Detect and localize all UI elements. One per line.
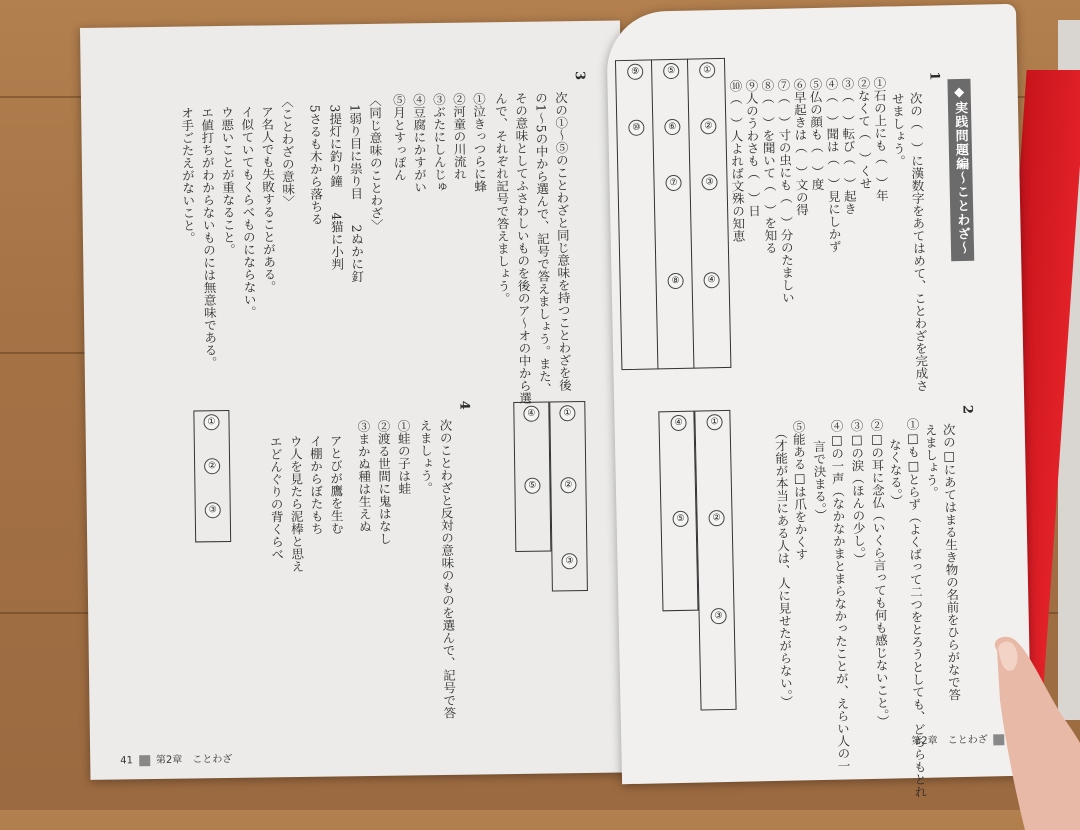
box-label: ④ [523,406,539,422]
box-label: ② [700,118,716,134]
chapter-label: 第2章 ことわざ [155,753,233,767]
answer-box-q2-b[interactable] [694,410,736,711]
box-label: ③ [701,174,717,190]
q2-line-1: 次の□にあてはまる生き物の名前をひらがなで答 [941,423,962,701]
q3-meaning-header: 〈ことわざの意味〉 [279,95,296,208]
q1-item-7: ⑦（ ）寸の虫にも（ ）分のたましい [775,78,796,304]
left-page [80,20,630,779]
box-label: ③ [710,608,726,624]
box-label: ⑧ [667,273,683,289]
q4-item-2: ②渡る世間に鬼はなし [375,419,393,545]
q2-item-1: ①□も□とらず（よくばって二つをとろうとしても、どちらもとれ [904,417,928,799]
q2-item-2: ②□の耳に念仏（いくら言っても何も感じないこと。） [868,418,891,728]
box-label: ③ [205,502,221,518]
q2-item-5-note: （才能が本当にある人は、人に見せたがらない。） [773,426,794,709]
section-title: ◆実践問題編〜ことわざ〜 [947,79,974,261]
q3-item-5: ⑤月とすっぽん [391,93,408,182]
box-label: ⑤ [663,63,679,79]
box-label: ⑦ [665,175,681,191]
q1-item-10: ⑩（ ）人よれば文殊の知恵 [727,79,747,243]
chapter-label: 第2章 ことわざ [911,734,988,748]
q3-line-4: んで、それぞれ記号で答えましょう。 [493,92,512,305]
box-label: ② [708,510,724,526]
box-label: ⑤ [524,478,540,494]
q4-item-1: ①蛙の子は蛙 [395,419,412,495]
q3-same-1: 1弱り目に祟り目 2ぬかに釘 [347,104,365,283]
q2-item-4: ④□の一声（なかなかまとまらなかったことが、えらい人の一 [828,419,852,773]
box-label: ⑩ [628,120,644,136]
q3-same-header: 〈同じ意味のことわざ〉 [367,93,385,232]
q1-item-6: ⑥早起きは（ ）文の得 [791,78,810,216]
page-number: 41 [120,755,134,767]
q1-item-9: ⑨人のうわさも（ ）日 [743,79,762,217]
q2-line-2: えましょう。 [923,423,940,499]
q3-meaning-e: エ値打ちがわからないものには無意味である。 [199,106,219,369]
q2-item-4-cont: 言で決まる。） [811,439,829,522]
hand-thumb [985,630,1080,830]
box-label: ③ [561,553,577,569]
box-label: ④ [670,415,686,431]
q3-line-1: 次の①〜⑤のことわざと同じ意味を持つことわざを後 [553,91,573,392]
q2-item-3: ③□の涙（ほんの少し。） [848,419,867,566]
q1-item-2: ②なくて（ ）くせ [855,76,874,190]
box-label: ⑨ [627,64,643,80]
box-label: ① [559,405,575,421]
q3-line-2: の1〜5の中から選んで、記号で答えましょう。また、 [533,91,553,396]
q4-choice-a: アとびが鷹を生む [328,434,345,535]
box-label: ① [706,414,722,430]
q1-item-3: ③（ ）転び（ ）起き [839,77,858,215]
q4-choice-i: イ棚からぼたもち [308,434,325,535]
q3-meaning-o: オ手ごたえがないこと。 [179,106,197,245]
q3-item-4: ④豆腐にかすがい [411,93,428,194]
q1-line-2: せましょう。 [890,92,907,168]
q3-meaning-i: イ似ていてもくらべものにならない。 [239,105,258,319]
q1-line-1: 次の（ ）に漢数字をあてはめて、ことわざを完成さ [908,91,930,393]
box-label: ② [204,458,220,474]
q4-item-3: ③まかぬ種は生えぬ [355,419,373,533]
q3-item-1: ①泣きっつらに蜂 [471,92,488,193]
q3-meaning-u: ウ悪いことが重なること。 [219,105,237,257]
box-label: ⑥ [664,119,680,135]
q3-item-3: ③ぶたにしんじゅ [431,92,448,194]
q2-item-5: ⑤能ある□は爪をかくす [790,420,809,561]
q3-item-2: ②河童の川流れ [451,92,468,181]
q3-number: 3 [571,70,587,81]
q4-line-1: 次のことわざと反対の意味のものを選んで、記号で答 [437,418,458,720]
q3-same-2: 3提灯に釣り鐘 4猫に小判 [327,104,345,271]
box-label: ④ [703,272,719,288]
q3-line-3: その意味としてふさわしいものを後のア〜オの中から選 [513,91,533,405]
q4-number: 4 [456,400,472,410]
q3-same-3: 5さるも木から落ちる [307,104,325,226]
q1-number: 1 [926,71,942,81]
q4-line-2: えましょう。 [417,419,434,495]
box-label: ① [699,62,715,78]
q1-item-5: ⑤仏の顔も（ ）度 [807,77,826,191]
q1-item-4: ④（ ）聞は（ ）見にしかず [823,77,843,253]
q4-choice-u: ウ人を見たら泥棒と思え [288,434,305,573]
q2-item-1-cont: なくなる。） [887,438,904,508]
q3-meaning-a: ア名人でも失敗することがある。 [259,105,278,293]
q4-choice-e: エどんぐりの背くらべ [268,435,285,561]
right-page [606,4,1032,799]
box-label: ② [560,477,576,493]
box-label: ① [203,414,219,430]
q1-item-8: ⑧（ ）を聞いて（ ）を知る [759,78,779,255]
q2-number: 2 [959,404,975,415]
box-label: ⑤ [672,511,688,527]
q1-item-1: ①石の上にも（ ）年 [871,76,890,202]
left-footer [120,750,232,767]
answer-grid-q1[interactable] [615,58,731,370]
